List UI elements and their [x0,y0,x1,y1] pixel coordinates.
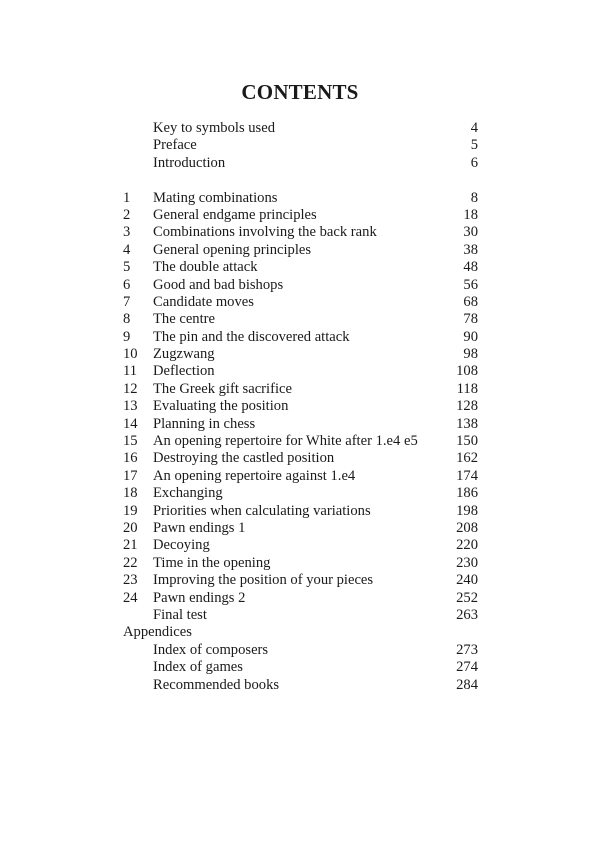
chapter-title: Time in the opening [153,554,271,571]
chapter-number: 6 [123,276,131,293]
chapter-number: 4 [123,241,131,258]
appendices-heading [123,624,478,641]
toc-entry-page: 284 [456,676,478,693]
toc-entry-recommended-books[interactable] [123,677,478,694]
toc-chapter-22[interactable] [123,555,478,572]
chapter-number: 7 [123,293,131,310]
chapter-page: 252 [456,589,478,606]
toc-entry-index-of-composers[interactable] [123,642,478,659]
toc-chapter-15[interactable] [123,433,478,450]
toc-chapter-16[interactable] [123,450,478,467]
toc-entry-key-to-symbols[interactable] [123,120,478,137]
toc-chapter-7[interactable] [123,294,478,311]
chapter-page: 18 [463,206,478,223]
toc-entry-label: Index of composers [153,641,269,658]
chapter-number: 24 [123,589,138,606]
chapter-page: 174 [456,467,478,484]
toc-chapter-9[interactable] [123,329,478,346]
chapter-number: 23 [123,572,138,589]
chapter-title: Planning in chess [153,415,256,432]
toc-chapter-19[interactable] [123,503,478,520]
chapter-page: 8 [470,189,478,206]
toc-chapter-13[interactable] [123,398,478,415]
section-spacer [123,172,478,189]
chapter-title: An opening repertoire against 1.e4 [153,467,356,484]
toc-entry-label: Preface [153,137,197,154]
chapter-title: Candidate moves [153,293,254,310]
toc-chapter-17[interactable] [123,468,478,485]
chapter-title: Good and bad bishops [153,276,284,293]
chapter-number: 22 [123,554,138,571]
chapter-title: Zugzwang [153,346,215,363]
chapter-number: 8 [123,311,131,328]
page-title: CONTENTS [241,80,359,104]
toc-entry-page: 274 [456,659,478,676]
chapter-page: 186 [456,485,478,502]
chapter-page: 150 [456,433,478,450]
chapter-title: Exchanging [153,485,223,502]
chapter-page: 128 [456,398,478,415]
chapter-title: The double attack [153,259,258,276]
toc-chapter-18[interactable] [123,485,478,502]
chapter-page: 230 [456,554,478,571]
toc-entry-page: 5 [470,137,478,154]
toc-chapter-20[interactable] [123,520,478,537]
toc-entry-label: Index of games [153,659,243,676]
toc-chapter-1[interactable] [123,190,478,207]
chapter-title: The centre [153,311,215,328]
chapter-number: 18 [123,485,138,502]
toc-chapter-5[interactable] [123,259,478,276]
chapter-page: 30 [463,224,478,241]
chapter-page: 78 [463,311,478,328]
toc-chapter-21[interactable] [123,537,478,554]
toc-entry-index-of-games[interactable] [123,659,478,676]
chapter-number: 14 [123,415,138,432]
appendices-heading-label: Appendices [123,624,192,641]
toc-entry-page: 263 [456,606,478,623]
chapter-number: 3 [123,224,131,241]
chapter-title: Mating combinations [153,189,278,206]
chapter-number: 21 [123,537,138,554]
toc-chapter-12[interactable] [123,381,478,398]
chapter-title: Deflection [153,363,215,380]
chapter-title: An opening repertoire for White after 1.e4 e5 [153,433,418,450]
chapter-number: 15 [123,433,138,450]
chapter-page: 240 [456,572,478,589]
chapter-title: Improving the position of your pieces [153,572,374,589]
chapter-title: Pawn endings 1 [153,519,246,536]
chapter-title: Evaluating the position [153,398,289,415]
chapter-page: 108 [456,363,478,380]
chapter-title: Decoying [153,537,210,554]
chapter-page: 56 [463,276,478,293]
chapter-number: 2 [123,206,131,223]
chapter-page: 118 [456,380,478,397]
chapter-number: 1 [123,189,131,206]
chapter-title: General opening principles [153,241,312,258]
toc-entry-page: 6 [470,154,478,171]
chapter-page: 98 [463,346,478,363]
table-of-contents [123,120,478,694]
chapter-page: 48 [463,259,478,276]
chapter-title: The Greek gift sacrifice [153,380,292,397]
toc-chapter-24[interactable] [123,590,478,607]
toc-chapter-6[interactable] [123,277,478,294]
chapter-page: 220 [456,537,478,554]
toc-entry-introduction[interactable] [123,155,478,172]
chapter-number: 10 [123,346,138,363]
chapter-title: Pawn endings 2 [153,589,246,606]
toc-chapter-10[interactable] [123,346,478,363]
chapter-page: 68 [463,293,478,310]
chapter-number: 13 [123,398,138,415]
chapter-title: Destroying the castled position [153,450,335,467]
chapter-page: 138 [456,415,478,432]
chapter-number: 17 [123,467,138,484]
chapter-page: 198 [456,502,478,519]
chapter-number: 19 [123,502,138,519]
toc-chapter-8[interactable] [123,311,478,328]
toc-entry-page: 4 [470,120,478,136]
chapter-number: 16 [123,450,138,467]
toc-chapter-3[interactable] [123,224,478,241]
toc-entry-label: Final test [153,606,207,623]
toc-entry-final-test[interactable] [123,607,478,624]
chapter-number: 20 [123,519,138,536]
chapter-page: 38 [463,241,478,258]
toc-chapter-4[interactable] [123,242,478,259]
chapter-page: 90 [463,328,478,345]
toc-chapter-23[interactable] [123,572,478,589]
chapter-number: 9 [123,328,131,345]
toc-entry-label: Key to symbols used [153,120,276,136]
toc-entry-label: Introduction [153,154,226,171]
chapter-number: 5 [123,259,131,276]
toc-entry-page: 273 [456,641,478,658]
chapter-title: General endgame principles [153,206,317,223]
chapter-number: 12 [123,380,138,397]
toc-entry-label: Recommended books [153,676,280,693]
toc-chapter-2[interactable] [123,207,478,224]
toc-chapter-11[interactable] [123,363,478,380]
chapter-number: 11 [123,363,138,380]
chapter-page: 162 [456,450,478,467]
chapter-title: The pin and the discovered attack [153,328,350,345]
toc-chapter-14[interactable] [123,416,478,433]
chapter-title: Combinations involving the back rank [153,224,377,241]
chapter-title: Priorities when calculating variations [153,502,371,519]
chapter-page: 208 [456,519,478,536]
toc-entry-preface[interactable] [123,137,478,154]
